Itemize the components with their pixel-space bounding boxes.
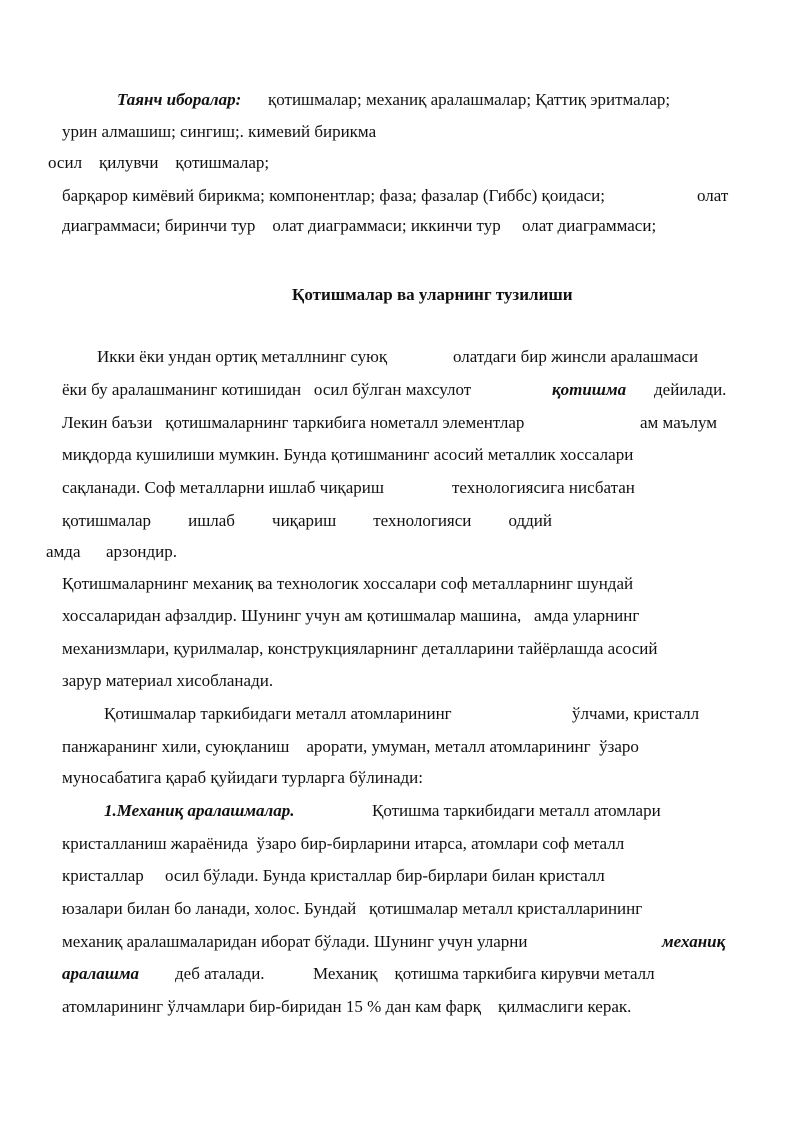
word: қотишмалар: [62, 511, 152, 530]
para2-line-1: Қотишмаларнинг механиқ ва технологик хоссалари соф металларнинг шундай: [62, 574, 634, 593]
term-mexaniq: механиқ: [662, 932, 726, 951]
keywords-line-2: урин алмашиш; сингиш;. кимевий бирикма: [62, 122, 377, 141]
para1-line-3-end: ам маълум: [640, 413, 718, 432]
section-heading: Қотишмалар ва уларнинг тузилиши: [292, 285, 573, 304]
keywords-line-4: барқарор кимёвий бирикма; компонентлар; фаза; фазалар (Гиббс) қоидаси;: [62, 186, 605, 205]
para1-line-5: сақланади. Соф металларни ишлаб чиқариш: [62, 478, 384, 497]
para4-line-6-end: Механиқ қотишма таркибига кирувчи металл: [313, 964, 655, 983]
keywords-label: Таянч иборалар:: [117, 90, 242, 109]
para3-line-3: муносабатига қараб қуйидаги турларга бўлинади:: [62, 768, 423, 787]
para1-line-5-end: технологиясига нисбатан: [452, 478, 635, 497]
para2-line-3: механизмлари, қурилмалар, конструкцияларнинг деталларини тайёрлашда асосий: [62, 639, 658, 658]
para4-line-1: Қотишма таркибидаги металл атомлари: [372, 801, 661, 820]
para4-line-4: юзалари билан бо ланади, холос. Бундай қотишмалар металл кристалларининг: [62, 899, 643, 918]
para4-line-3: кристаллар осил бўлади. Бунда кристаллар бир-бирлари билан кристалл: [62, 866, 605, 885]
para1-line-4: миқдорда кушилиши мумкин. Бунда қотишманинг асосий металлик хоссалари: [62, 445, 634, 464]
keywords-line-4-end: олат: [697, 186, 729, 205]
word: чиқариш: [272, 511, 337, 530]
para4-line-2: кристалланиш жараёнида ўзаро бир-бирларини итарса, атомлари соф металл: [62, 834, 625, 853]
word: оддий: [508, 511, 552, 530]
para1-line-6: [62, 510, 552, 532]
keywords-line-5: диаграммаси; биринчи тур олат диаграммаси; иккинчи тур олат диаграммаси;: [62, 216, 657, 235]
term-aralashma: аралашма: [62, 964, 140, 983]
para4-line-5: механиқ аралашмаларидан иборат бўлади. Шунинг учун уларни: [62, 932, 528, 951]
para2-line-2: хоссаларидан афзалдир. Шунинг учун ам қотишмалар машина, амда уларнинг: [62, 606, 640, 625]
para3-line-1: Қотишмалар таркибидаги металл атомларининг: [104, 704, 452, 723]
term-qotishma: қотишма: [552, 380, 627, 399]
para1-line-2: ёки бу аралашманинг котишидан осил бўлган махсулот: [62, 380, 472, 399]
para3-line-1-end: ўлчами, кристалл: [572, 704, 700, 723]
para1-line-2-end: дейилади.: [654, 380, 727, 399]
subsection-title: 1.Механиқ аралашмалар.: [104, 801, 295, 820]
para1-line-1-end: олатдаги бир жинсли аралашмаси: [453, 347, 699, 366]
keywords-line-1: қотишмалар; механиқ аралашмалар; Қаттиқ эритмалар;: [268, 90, 671, 109]
keywords-line-3: осил қилувчи қотишмалар;: [48, 153, 270, 172]
para1-line-1: Икки ёки ундан ортиқ металлнинг суюқ: [97, 347, 388, 366]
word: технологияси: [373, 511, 472, 530]
para1-line-7: амда арзондир.: [46, 542, 177, 561]
word: ишлаб: [188, 511, 235, 530]
para4-line-7: атомларининг ўлчамлари бир-биридан 15 % дан кам фарқ қилмаслиги керак.: [62, 997, 632, 1016]
para3-line-2: панжаранинг хили, суюқланиш арорати, умуман, металл атомларининг ўзаро: [62, 737, 639, 756]
para1-line-3: Лекин баъзи қотишмаларнинг таркибига нометалл элементлар: [62, 413, 525, 432]
para4-line-6-mid: деб аталади.: [175, 964, 265, 983]
para2-line-4: зарур материал хисобланади.: [62, 671, 274, 690]
